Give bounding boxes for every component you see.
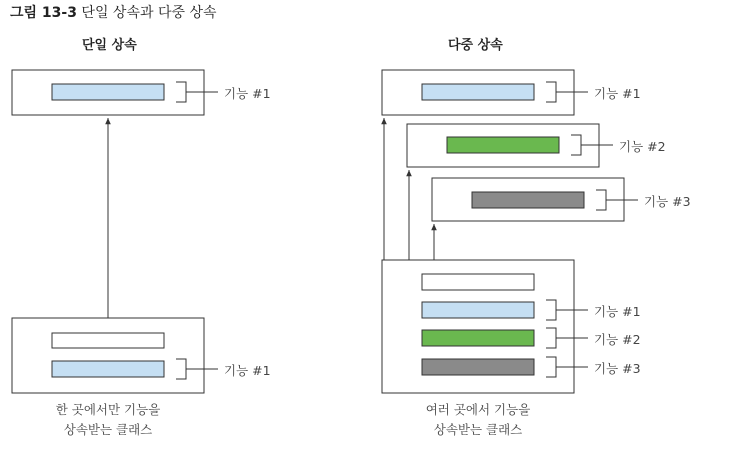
- multi-parent3-label: 기능 #3: [644, 194, 691, 209]
- multi-child-feature3-bar: [422, 359, 534, 375]
- multi-child-feature2-bar: [422, 330, 534, 346]
- single-child-empty-bar: [52, 333, 164, 348]
- single-caption: [28, 400, 188, 440]
- multiple-caption: [398, 400, 558, 440]
- single-caption-line1: 한 곳에서만 기능을: [55, 402, 161, 417]
- multi-child-feature1-bar: [422, 302, 534, 318]
- multiple-caption-line1: 여러 곳에서 기능을: [425, 402, 531, 417]
- multi-child-label1: 기능 #1: [594, 304, 641, 319]
- multi-parent3-feature3-bar: [472, 192, 584, 208]
- multi-parent1-label: 기능 #1: [594, 86, 641, 101]
- figure-title-text: 단일 상속과 다중 상속: [81, 5, 217, 21]
- multiple-inheritance-heading: 다중 상속: [448, 38, 503, 53]
- single-parent-feature1-bar: [52, 84, 164, 100]
- multi-child-label2: 기능 #2: [594, 332, 641, 347]
- single-inheritance-heading: 단일 상속: [82, 38, 137, 53]
- single-child-feature1-bar: [52, 361, 164, 377]
- single-parent-feature-label: 기능 #1: [224, 86, 271, 101]
- multi-child-empty-bar: [422, 274, 534, 290]
- multi-parent2-feature2-bar: [447, 137, 559, 153]
- multi-parent1-feature1-bar: [422, 84, 534, 100]
- figure-number: 그림 13-3: [10, 5, 77, 21]
- single-caption-line2: 상속받는 클래스: [63, 422, 153, 437]
- single-child-feature-label: 기능 #1: [224, 363, 271, 378]
- single-child-class-box: [12, 318, 204, 393]
- multiple-caption-line2: 상속받는 클래스: [433, 422, 523, 437]
- multi-child-label3: 기능 #3: [594, 361, 641, 376]
- multi-parent2-label: 기능 #2: [619, 139, 666, 154]
